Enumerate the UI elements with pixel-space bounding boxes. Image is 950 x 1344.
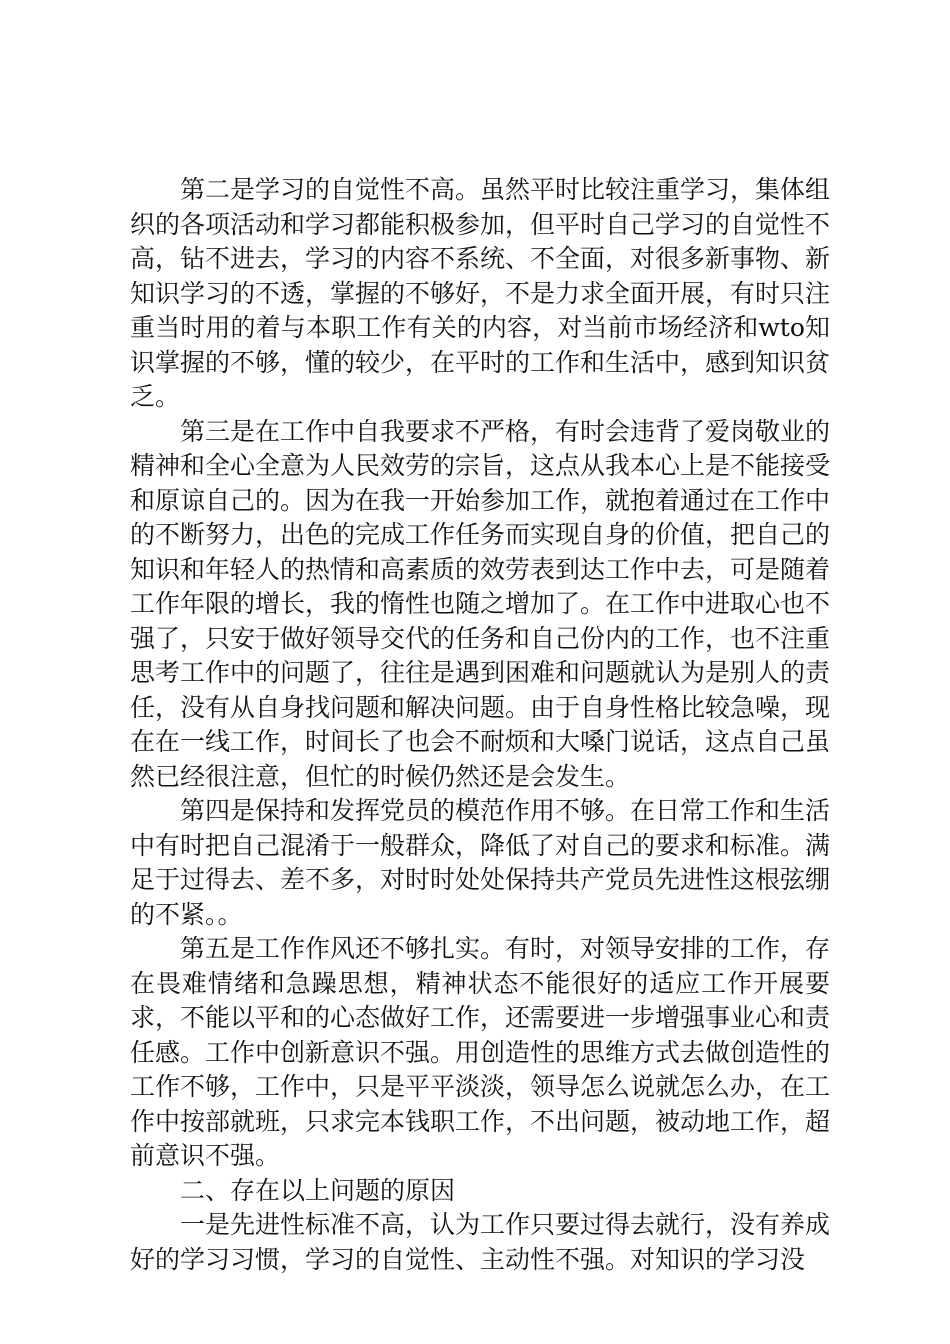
paragraph-self-awareness: 第二是学习的自觉性不高。虽然平时比较注重学习，集体组织的各项活动和学习都能积极参加，但平时自己学习的自觉性不高，钻不进去，学习的内容不系统、不全面，对很多新事物、新知识学习的不透，掌握的不够好，不是力求全面开展，有时只注重当时用的着与本职工作有关的内容，对当前市场经济和wto知识掌握的不够，懂的较少，在平时的工作和生活中，感到知识贫乏。	[130, 175, 831, 411]
section-heading-causes: 二、存在以上问题的原因	[180, 1175, 456, 1205]
document-page	[130, 173, 830, 1277]
paragraph-work-requirements: 第三是在工作中自我要求不严格，有时会违背了爱岗敬业的精神和全心全意为人民效劳的宗旨，这点从我本心上是不能接受和原谅自己的。因为在我一开始参加工作，就抱着通过在工作中的不断努力，出色的完成工作任务而实现自身的价值，把自己的知识和年轻人的热情和高素质的效劳表到达工作中去，可是随着工作年限的增长，我的惰性也随之增加了。在工作中进取心也不强了，只安于做好领导交代的任务和自己份内的工作，也不注重思考工作中的问题了，往往是遇到困难和问题就认为是别人的责任，没有从自身找问题和解决问题。由于自身性格比较急噪，现在在一线工作，时间长了也会不耐烦和大嗓门说话，这点自己虽然已经很注意，但忙的时候仍然还是会发生。	[130, 416, 831, 791]
paragraph-work-style: 第五是工作作风还不够扎实。有时，对领导安排的工作，存在畏难情绪和急躁思想，精神状态不能很好的适应工作开展要求，不能以平和的心态做好工作，还需要进一步增强事业心和责任感。工作中创新意识不强。用创造性的思维方式去做创造性的工作不够，工作中，只是平平淡淡，领导怎么说就怎么办，在工作中按部就班，只求完本钱职工作，不出问题，被动地工作，超前意识不强。	[130, 934, 831, 1170]
paragraph-cause-one: 一是先进性标准不高，认为工作只要过得去就行，没有养成好的学习习惯，学习的自觉性、主动性不强。对知识的学习没	[130, 1210, 831, 1274]
paragraph-party-role: 第四是保持和发挥党员的模范作用不够。在日常工作和生活中有时把自己混淆于一般群众，降低了对自己的要求和标准。满足于过得去、差不多，对时时处处保持共产党员先进性这根弦绷的不紧。。	[130, 796, 831, 929]
